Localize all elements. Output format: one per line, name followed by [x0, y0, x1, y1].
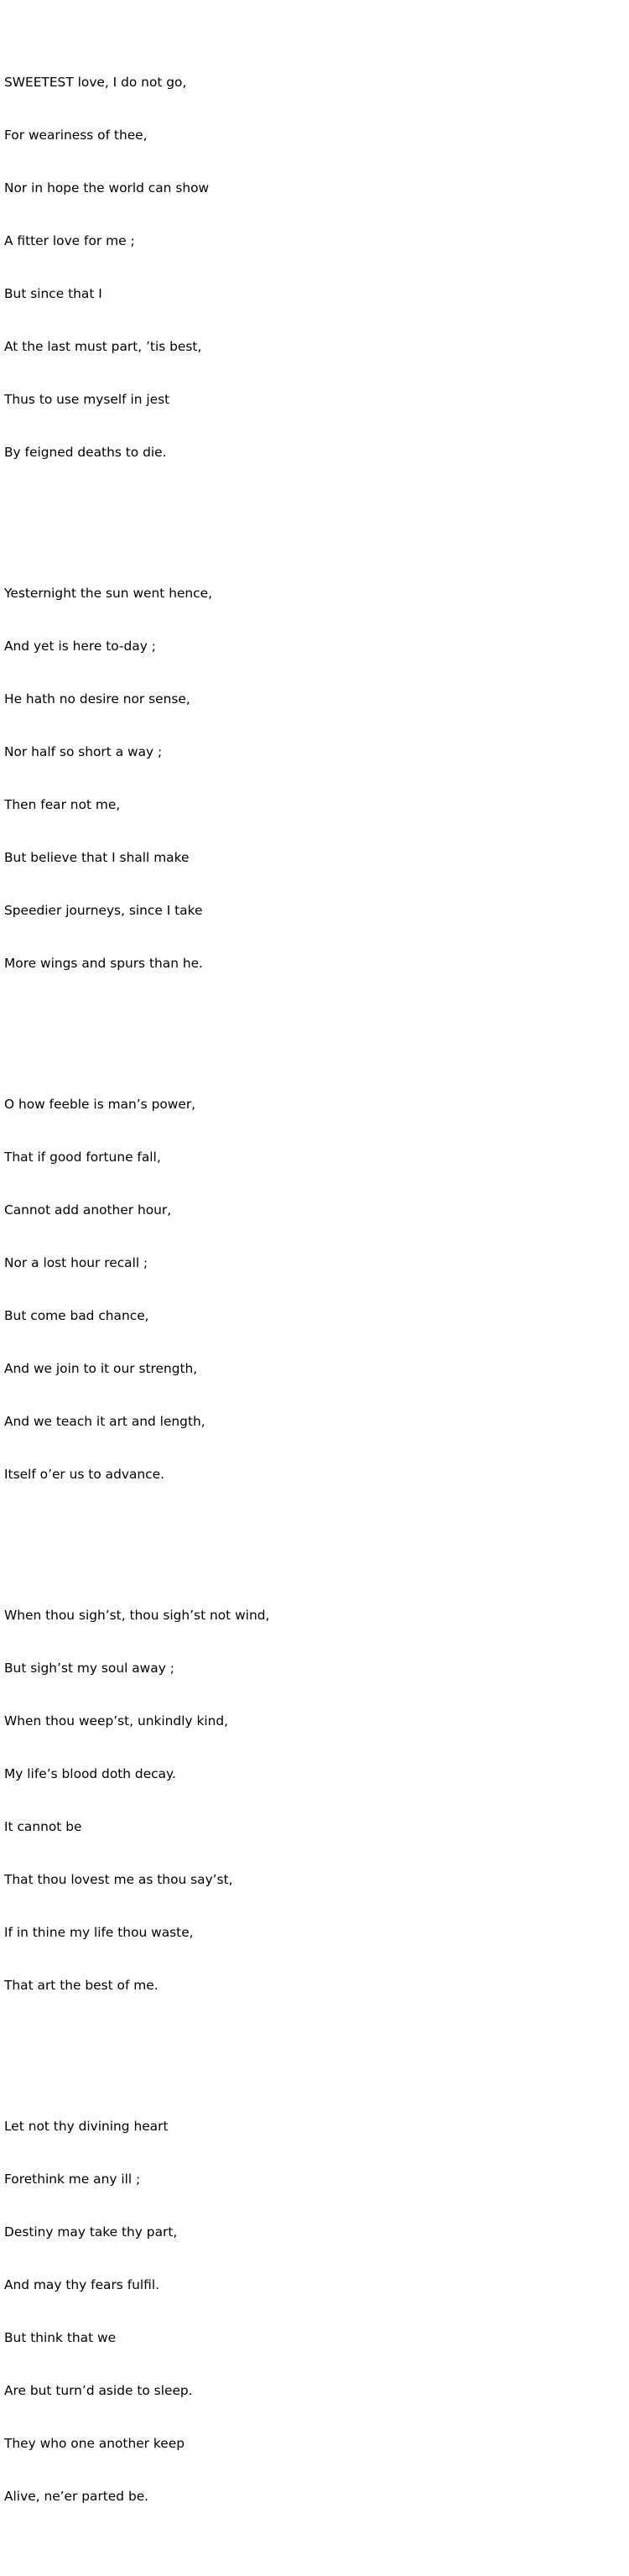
poem-line: When thou sigh’st, thou sigh’st not wind, [4, 1608, 270, 1623]
poem-line: Speedier journeys, since I take [4, 903, 203, 918]
poem-text [4, 3, 269, 2576]
poem-line: Are but turn’d aside to sleep. [4, 2383, 193, 2398]
poem-line: My life’s blood doth decay. [4, 1766, 176, 1781]
poem-line: But since that I [4, 286, 102, 301]
stanza-5 [4, 2083, 269, 2541]
poem-line: SWEETEST love, I do not go, [4, 75, 187, 90]
poem-line: For weariness of thee, [4, 128, 148, 143]
poem-line: But believe that I shall make [4, 850, 190, 865]
poem-line: A fitter love for me ; [4, 233, 135, 248]
poem-line: By feigned deaths to die. [4, 445, 167, 460]
poem-line: Nor in hope the world can show [4, 180, 210, 196]
poem-line: Cannot add another hour, [4, 1202, 172, 1218]
poem-line: It cannot be [4, 1819, 82, 1834]
stanza-3 [4, 1061, 269, 1519]
poem-line: But sigh’st my soul away ; [4, 1661, 174, 1676]
poem-line: That if good fortune fall, [4, 1150, 161, 1165]
poem-line: He hath no desire nor sense, [4, 691, 190, 707]
poem-line: Nor half so short a way ; [4, 744, 163, 759]
poem-line: O how feeble is man’s power, [4, 1097, 196, 1112]
poem-line: Forethink me any ill ; [4, 2172, 141, 2187]
poem-line: Let not thy divining heart [4, 2119, 169, 2134]
poem-line: At the last must part, ’tis best, [4, 339, 202, 354]
poem-line: Alive, ne’er parted be. [4, 2489, 149, 2504]
stanza-2 [4, 550, 269, 1008]
poem-line: They who one another keep [4, 2436, 185, 2451]
poem-line: That thou lovest me as thou say’st, [4, 1872, 233, 1887]
poem-line: Nor a lost hour recall ; [4, 1255, 148, 1270]
poem-line: And we teach it art and length, [4, 1414, 205, 1429]
poem-line: When thou weep’st, unkindly kind, [4, 1713, 229, 1729]
poem-line: But come bad chance, [4, 1308, 149, 1323]
poem-line: Then fear not me, [4, 797, 121, 812]
poem-line: Thus to use myself in jest [4, 392, 170, 407]
poem-line: And yet is here to-day ; [4, 639, 156, 654]
stanza-1 [4, 39, 269, 497]
stanza-4 [4, 1572, 269, 2030]
poem-line: If in thine my life thou waste, [4, 1925, 194, 1940]
poem-line: Destiny may take thy part, [4, 2224, 178, 2240]
poem-line: And may thy fears fulfil. [4, 2277, 160, 2292]
poem-line: And we join to it our strength, [4, 1361, 198, 1376]
poem-line: But think that we [4, 2330, 117, 2345]
poem-line: Yesternight the sun went hence, [4, 586, 212, 601]
poem-line: More wings and spurs than he. [4, 956, 203, 971]
poem-line: That art the best of me. [4, 1978, 159, 1993]
poem-line: Itself o’er us to advance. [4, 1467, 164, 1482]
